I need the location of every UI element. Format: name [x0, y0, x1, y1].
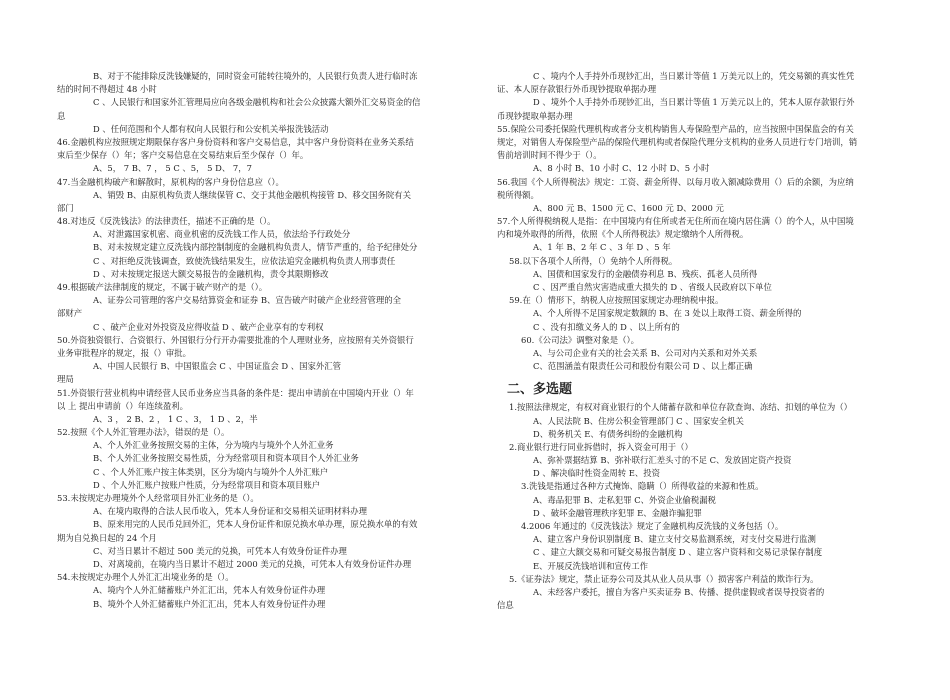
- text-line: A、5， 7 B、7 ， 5 C 、5， 5 D、 7，7: [93, 163, 252, 174]
- text-line: 币现钞提取单据办理: [497, 110, 573, 121]
- text-line: A、3 ， 2 B、2 ， 1 C 、3， 1 D 、2，半: [93, 413, 258, 424]
- left-column: [57, 70, 477, 611]
- text-line: 59.在（）情形下，纳税人应按照国家规定办理纳税申报。: [509, 295, 724, 306]
- text-line: 51.外资银行营业机构申请经营人民币业务应当具备的条件是：提出申请前在中国境内开业（）年: [57, 387, 414, 398]
- text-line: A、弥补票据结算 B、弥补联行汇差头寸的不足 C、发放固定资产投资: [533, 455, 792, 466]
- text-line: A、8 小时 B、10 小时 C、12 小时 D、5 小时: [533, 163, 710, 174]
- text-line: C 、建立大额交易和可疑交易报告制度 D 、建立客户资料和交易记录保存制度: [533, 547, 823, 558]
- text-line: 52.按照《个人外汇管理办法》，错误的是（）。: [57, 427, 230, 438]
- text-line: C 、境内个人手持外币现钞汇出，当日累计等值 1 万美元以上的，凭交易额的真实性凭: [533, 71, 855, 81]
- multiple-choice-questions: [497, 401, 917, 612]
- text-line: C 、没有扣缴义务人的 D 、以上所有的: [533, 321, 680, 332]
- text-line: B、境外个人外汇储蓄账户外汇汇出，凭本人有效身份证件办理: [93, 598, 326, 609]
- text-line: 息: [57, 110, 66, 121]
- text-line: 业务审批程序的规定，报（）审批。: [57, 347, 191, 358]
- text-line: 46.金融机构应按照规定期限保存客户身份资料和客户交易信息，其中客户身份资料在业务关系结: [57, 136, 414, 147]
- text-line: A、毒品犯罪 B、走私犯罪 C、外资企业偷税漏税: [533, 494, 717, 505]
- text-line: 部门: [57, 202, 74, 213]
- text-line: C 、破产企业对外投资及应得收益 D 、破产企业享有的专利权: [93, 321, 324, 332]
- text-line: 1.按照法律规定，有权对商业银行的个人储蓄存款和单位存款查询、冻结、扣划的单位为（）: [509, 402, 852, 413]
- text-line: A、对泄露国家机密、商业机密的反洗钱工作人员，依法给予行政处分: [93, 229, 351, 240]
- text-line: 证、本人原存款银行外币现钞提取单据办理: [497, 84, 657, 95]
- text-line: 57.个人所得税纳税人是指：在中国境内有住所或者无住所而在境内居住满（）的个人，从中国境: [497, 216, 854, 227]
- text-line: 信息: [497, 600, 514, 611]
- text-line: A、境内个人外汇储蓄账户外汇汇出，凭本人有效身份证件办理: [93, 585, 326, 596]
- text-line: A、证券公司管理的客户交易结算资金和证券 B、宣告破产时破产企业经营管理的全: [93, 295, 401, 306]
- text-line: B、原来用完的人民币兑回外汇，凭本人身份证件和原兑换水单办理，原兑换水单的有效: [93, 519, 418, 530]
- text-line: A、1 年 B、2 年 C 、3 年 D 、5 年: [533, 242, 671, 253]
- text-line: 以 上 提出申请前（）年连续盈利。: [57, 400, 188, 411]
- text-line: D 、解决临时性资金周转 E、投资: [533, 468, 661, 479]
- text-line: 55.保险公司委托保险代理机构或者分支机构销售人寿保险型产品的，应当按照中国保监会的有关: [497, 123, 854, 134]
- text-line: 47.当金融机构破产和解散时，原机构的客户身份信息应（）。: [57, 176, 284, 187]
- text-line: A、人民法院 B、住房公积金管理部门 C 、国家安全机关: [533, 415, 744, 426]
- text-line: 期为自兑换日起的 24 个月: [57, 532, 157, 543]
- text-line: 54.未按规定办理个人外汇汇出境业务的是（）。: [57, 572, 234, 583]
- text-line: A、个人外汇业务按照交易的主体，分为境内与境外个人外汇业务: [93, 440, 334, 451]
- text-line: D、对离境前，在境内当日累计不超过 2000 美元的兑换，可凭本人有效身份证件办理: [93, 558, 412, 569]
- text-line: A、国债和国家发行的金融债券利息 B、残疾、孤老人员所得: [533, 268, 758, 279]
- text-line: D 、个人外汇账户按账户性质，分为经常项目和资本项目账户: [93, 479, 321, 490]
- text-line: C、对当日累计不超过 500 美元的兑换，可凭本人有效身份证件办理: [93, 545, 347, 556]
- text-line: C、范围涵盖有限责任公司和股份有限公司 D 、以上都正确: [533, 361, 753, 372]
- text-line: B、对于不能排除反洗钱嫌疑的，同时资金可能转往境外的，人民银行负责人进行临时冻: [93, 71, 418, 81]
- text-line: 结的时间不得超过 48 小时: [57, 84, 157, 95]
- text-line: A、建立客户身份识别制度 B、建立支付交易监测系统，对支付交易进行监测: [533, 534, 816, 545]
- text-line: A、在境内取得的合法人民币收入，凭本人身份证和交易相关证明材料办理: [93, 506, 368, 517]
- text-line: 理局: [57, 374, 74, 385]
- text-line: 58.以下各项个人所得，（）免纳个人所得税。: [509, 255, 678, 266]
- text-line: 2.商业银行进行同业拆借时，拆入资金可用于（）: [509, 441, 693, 452]
- text-line: 50.外资独资银行、合资银行、外国银行分行开办需要批准的个人理财业务，应按照有关外资银行: [57, 334, 414, 345]
- text-line: D 、破坏金融管理秩序犯罪 E、金融诈骗犯罪: [533, 507, 702, 518]
- text-line: A、个人所得不足国家规定数额的 B、在 3 处以上取得工资、薪金所得的: [533, 308, 802, 319]
- text-line: 56.我国《个人所得税法》规定：工资、薪金所得、以每月收入额减除费用（）后的余额，为应纳: [497, 176, 854, 187]
- text-line: 规定，对销售人寿保险型产品的保险代理机构或者保险代理分支机构的业务人员进行专门培训，销: [497, 136, 858, 147]
- text-line: C 、个人外汇账户按主体类别，区分为境内与境外个人外汇账户: [93, 466, 329, 477]
- text-line: 60.《公司法》调整对象是（）。: [521, 334, 639, 345]
- text-line: 48.对违反《反洗钱法》的法律责任，描述不正确的是（）。: [57, 216, 276, 227]
- single-choice-continued: [497, 70, 917, 373]
- text-line: 4.2006 年通过的《反洗钱法》规定了金融机构反洗钱的义务包括（）。: [521, 521, 784, 531]
- text-line: 内和境外取得的所得，依照《个人所得税法》规定缴纳个人所得税。: [497, 229, 749, 240]
- text-line: 5.《证券法》规定，禁止证券公司及其从业人员从事（）损害客户利益的欺诈行为。: [509, 573, 819, 584]
- text-line: C 、人民银行和国家外汇管理局应向各级金融机构和社会公众披露大额外汇交易资金的信: [93, 97, 421, 108]
- text-line: A、销毁 B、由原机构负责人继续保管 C、交于其他金融机构接管 D、移交国务院有关: [93, 189, 412, 200]
- text-line: D 、境外个人手持外币现钞汇出，当日累计等值 1 万美元以上的，凭本人原存款银行外: [533, 97, 855, 108]
- right-column: [497, 70, 917, 612]
- text-line: 部财产: [57, 308, 83, 319]
- text-line: D 、对未按规定报送大额交易报告的金融机构，责令其限期修改: [93, 268, 329, 279]
- text-line: A、未经客户委托，擅自为客户买卖证券 B、传播、提供虚假或者误导投资者的: [533, 586, 825, 597]
- section-title-multiple-choice: 二、多选题: [507, 382, 573, 398]
- text-line: 53.未按规定办理境外个人经常项目外汇业务的是（）。: [57, 493, 259, 503]
- text-line: D、税务机关 E、有债务纠纷的金融机构: [533, 428, 683, 439]
- text-line: A、中国人民银行 B、中国银监会 C 、中国证监会 D 、国家外汇管: [93, 361, 342, 372]
- text-line: C 、因严重自然灾害造成重大损失的 D 、省级人民政府以下单位: [533, 282, 772, 292]
- text-line: 3.洗钱是指通过各种方式掩饰、隐瞒（）所得收益的来源和性质。: [521, 481, 764, 492]
- text-line: C 、对拒绝反洗钱调查，致使洗钱结果发生，应依法追究金融机构负责人刑事责任: [93, 255, 396, 266]
- text-line: B、个人外汇业务按照交易性质，分为经常项目和资本项目个人外汇业务: [93, 453, 359, 464]
- text-line: 税所得额。: [497, 189, 539, 200]
- text-line: A、与公司企业有关的社会关系 B、公司对内关系和对外关系: [533, 347, 758, 358]
- text-line: 束后至少保存（）年；客户交易信息在交易结束后至少保存（）年。: [57, 150, 309, 161]
- text-line: 49.根据破产法律制度的规定，不属于破产财产的是（）。: [57, 282, 268, 292]
- text-line: B、对未按规定建立反洗钱内部控制制度的金融机构负责人，情节严重的，给予纪律处分: [93, 242, 418, 253]
- text-line: E、开展反洗钱培训和宣传工作: [533, 560, 648, 571]
- text-line: 售前培训时间不得少于（）。: [497, 150, 602, 161]
- text-line: A、800 元 B、1500 元 C、1600 元 D、2000 元: [533, 202, 724, 213]
- text-line: D 、任何范围和个人都有权向人民银行和公安机关举报洗钱活动: [93, 123, 329, 134]
